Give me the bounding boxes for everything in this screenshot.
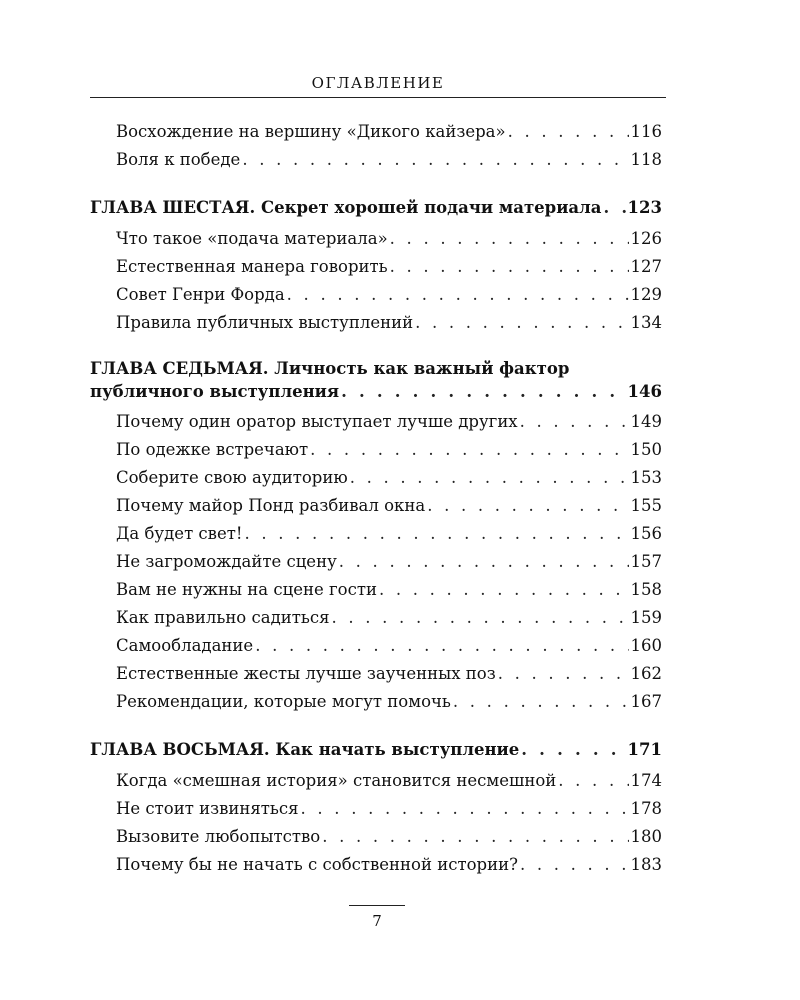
toc-entry-title: По одежке встречают (116, 440, 309, 459)
leader-dots (520, 851, 629, 879)
leader-dots (379, 576, 629, 604)
leader-dots (427, 492, 628, 520)
toc-entry-title: Не загромождайте сцену (116, 552, 337, 571)
toc-entry-title: Как правильно садиться (116, 608, 330, 627)
toc-entry-title: Почему бы не начать с собственной истории? (116, 855, 518, 874)
toc-entry[interactable] (90, 118, 662, 146)
toc-entry[interactable] (90, 767, 662, 795)
leader-dots (520, 408, 629, 436)
toc-entry-page: 162 (630, 664, 662, 683)
leader-dots (453, 688, 629, 716)
toc-entry-page: 158 (630, 580, 662, 599)
toc-entry[interactable] (90, 309, 662, 337)
table-of-contents (90, 118, 662, 879)
leader-dots (242, 146, 628, 174)
toc-entry[interactable] (90, 688, 662, 716)
toc-entry-title: Совет Генри Форда (116, 285, 285, 304)
toc-entry-title: Естественные жесты лучше заученных поз (116, 664, 496, 683)
toc-entry[interactable] (90, 225, 662, 253)
chapter-title-line2: публичного выступления (90, 382, 340, 401)
toc-entry[interactable] (90, 520, 662, 548)
toc-entry[interactable] (90, 548, 662, 576)
leader-dots (332, 604, 629, 632)
toc-entry-title: Самообладание (116, 636, 254, 655)
leader-dots (310, 436, 628, 464)
toc-entry-page: 156 (630, 524, 662, 543)
toc-entry-title: Правила публичных выступлений (116, 313, 414, 332)
leader-dots (603, 194, 625, 222)
toc-entry-page: 174 (630, 771, 662, 790)
toc-entry-title: Воля к победе (116, 150, 241, 169)
chapter-page: 171 (627, 740, 662, 759)
leader-dots (301, 795, 629, 823)
toc-entry-title: Вам не нужны на сцене гости (116, 580, 377, 599)
toc-entry-title: Восхождение на вершину «Дикого кайзера» (116, 122, 506, 141)
leader-dots (415, 309, 628, 337)
toc-entry[interactable] (90, 464, 662, 492)
toc-entry[interactable] (90, 436, 662, 464)
toc-entry-title: Не стоит извиняться (116, 799, 299, 818)
toc-entry-page: 118 (630, 150, 662, 169)
leader-dots (390, 225, 629, 253)
chapter-heading-7[interactable] (90, 357, 662, 380)
toc-entry-page: 149 (630, 412, 662, 431)
leader-dots (339, 548, 629, 576)
toc-entry[interactable] (90, 795, 662, 823)
leader-dots (390, 253, 629, 281)
page-number: 7 (372, 912, 382, 930)
chapter-heading-6[interactable] (90, 194, 662, 222)
leader-dots (508, 118, 629, 146)
leader-dots (255, 632, 628, 660)
toc-entry[interactable] (90, 851, 662, 879)
toc-entry[interactable] (90, 408, 662, 436)
toc-entry-title: Вызовите любопытство (116, 827, 321, 846)
leader-dots (558, 767, 628, 795)
chapter-title: ГЛАВА ШЕСТАЯ. Секрет хорошей подачи материала (90, 198, 602, 217)
toc-entry-title: Рекомендации, которые могут помочь (116, 692, 451, 711)
toc-entry-page: 126 (630, 229, 662, 248)
toc-entry[interactable] (90, 660, 662, 688)
toc-entry-title: Почему майор Понд разбивал окна (116, 496, 426, 515)
toc-entry-page: 127 (630, 257, 662, 276)
header-rule (90, 97, 666, 98)
toc-entry-title: Да будет свет! (116, 524, 243, 543)
leader-dots (341, 380, 625, 403)
chapter-heading-7-cont[interactable] (90, 380, 662, 403)
chapter-title-line1: ГЛАВА СЕДЬМАЯ. Личность как важный фактор (90, 359, 570, 378)
toc-entry-title: Естественная манера говорить (116, 257, 388, 276)
toc-entry-title: Когда «смешная история» становится несмешной (116, 771, 557, 790)
toc-entry[interactable] (90, 632, 662, 660)
toc-entry[interactable] (90, 281, 662, 309)
toc-entry-page: 150 (630, 440, 662, 459)
toc-entry-page: 153 (630, 468, 662, 487)
leader-dots (350, 464, 629, 492)
leader-dots (245, 520, 629, 548)
toc-entry-title: Почему один оратор выступает лучше других (116, 412, 518, 431)
leader-dots (521, 736, 625, 764)
leader-dots (498, 660, 629, 688)
toc-entry-page: 178 (630, 799, 662, 818)
toc-entry-page: 134 (630, 313, 662, 332)
toc-entry-title: Что такое «подача материала» (116, 229, 388, 248)
toc-entry-page: 116 (630, 122, 662, 141)
toc-entry[interactable] (90, 604, 662, 632)
toc-entry-page: 167 (630, 692, 662, 711)
toc-entry-title: Соберите свою аудиторию (116, 468, 348, 487)
footer-rule (349, 905, 405, 906)
toc-entry[interactable] (90, 823, 662, 851)
toc-entry-page: 180 (630, 827, 662, 846)
chapter-title: ГЛАВА ВОСЬМАЯ. Как начать выступление (90, 740, 520, 759)
chapter-page: 146 (627, 382, 662, 401)
toc-entry[interactable] (90, 253, 662, 281)
toc-entry[interactable] (90, 576, 662, 604)
toc-entry-page: 155 (630, 496, 662, 515)
toc-entry[interactable] (90, 492, 662, 520)
toc-entry-page: 183 (630, 855, 662, 874)
toc-entry-page: 160 (630, 636, 662, 655)
leader-dots (287, 281, 629, 309)
chapter-heading-8[interactable] (90, 736, 662, 764)
leader-dots (322, 823, 628, 851)
toc-entry-page: 159 (630, 608, 662, 627)
toc-entry-page: 157 (630, 552, 662, 571)
chapter-page: 123 (627, 198, 662, 217)
toc-entry-page: 129 (630, 285, 662, 304)
toc-entry[interactable] (90, 146, 662, 174)
running-header: ОГЛАВЛЕНИЕ (311, 74, 445, 92)
